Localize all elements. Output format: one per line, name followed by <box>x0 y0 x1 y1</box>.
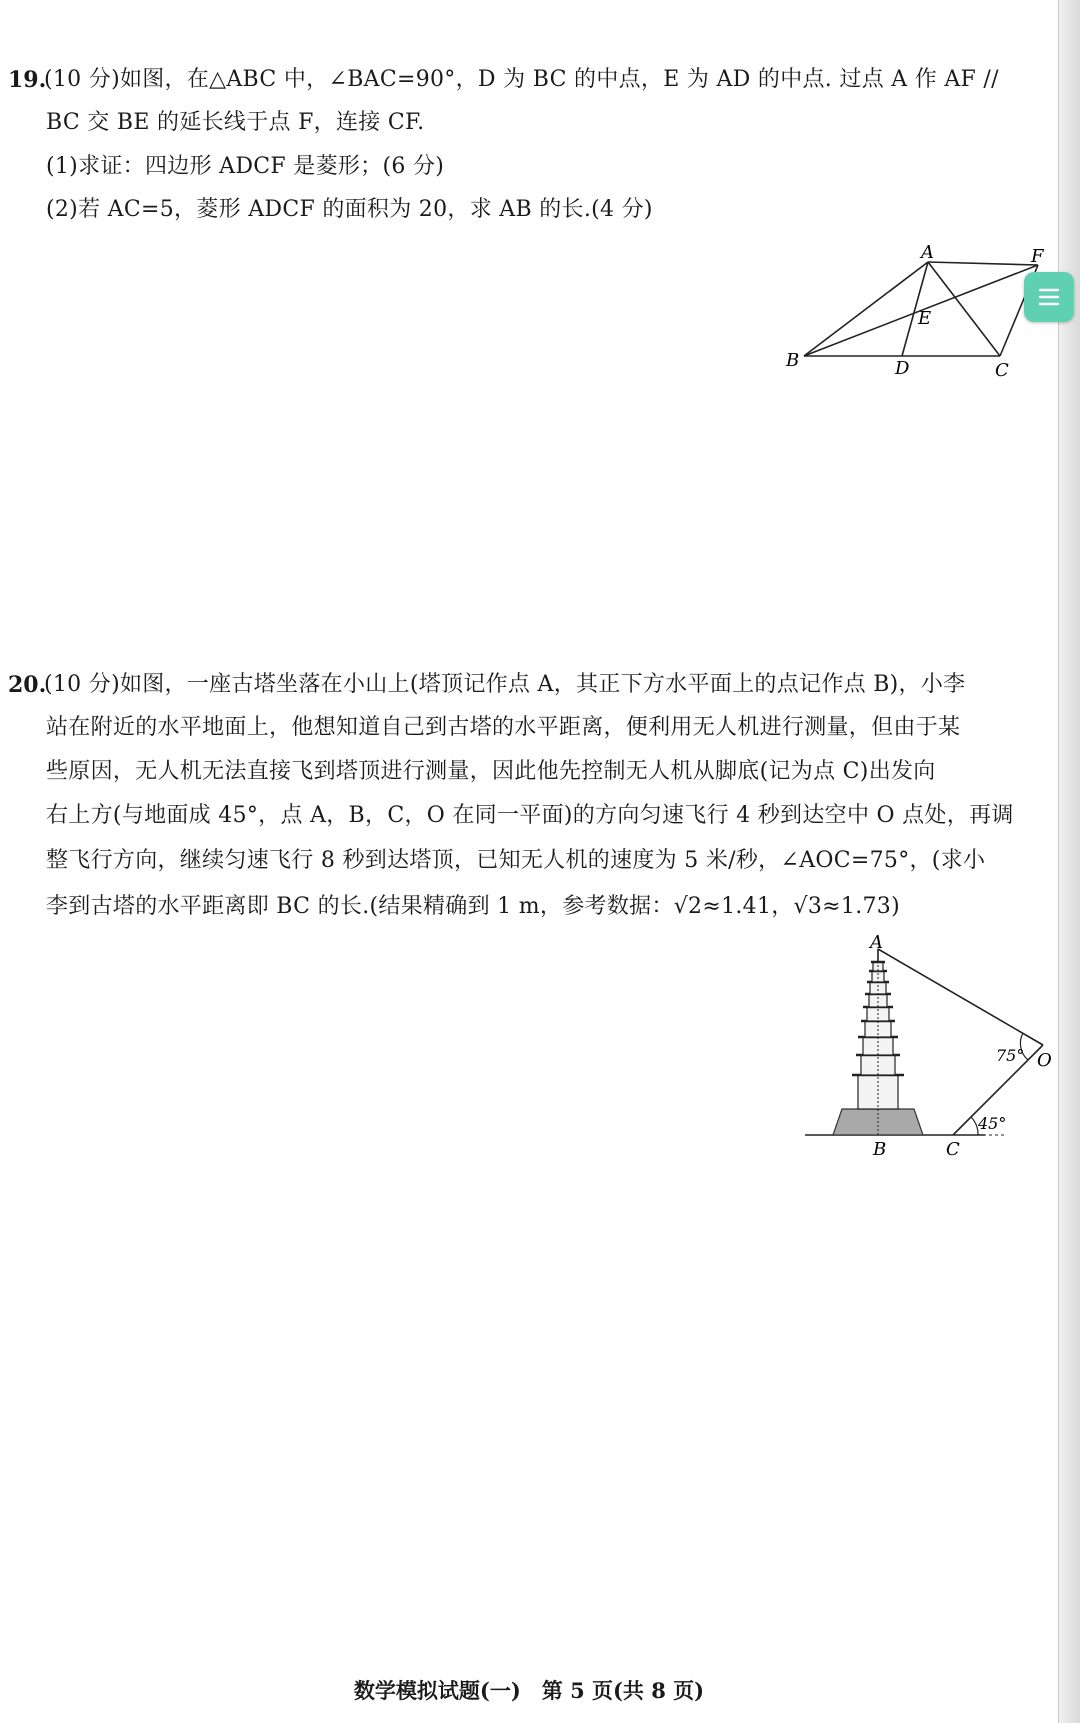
question-text-line: 站在附近的水平地面上，他想知道自己到古塔的水平距离，便利用无人机进行测量，但由于某 <box>46 715 961 740</box>
menu-icon <box>1036 286 1062 308</box>
question-text-line: 右上方(与地面成 45°，点 A，B，C，O 在同一平面)的方向匀速飞行 4 秒到达空中 O 点处，再调 <box>46 803 1014 828</box>
question-text-line: (10 分)如图，在△ABC 中，∠BAC=90°，D 为 BC 的中点，E 为 AD 的中点. 过点 A 作 AF // <box>44 67 999 92</box>
point-label-o: O <box>1037 1050 1052 1071</box>
rhombus-figure <box>780 240 1060 380</box>
question-sub-2: (2)若 AC=5，菱形 ADCF 的面积为 20，求 AB 的长.(4 分) <box>46 197 653 222</box>
question-text-line: 李到古塔的水平距离即 BC 的长.(结果精确到 1 m，参考数据：√2≈1.41，√3≈1.73) <box>46 894 900 919</box>
question-text-line: (10 分)如图，一座古塔坐落在小山上(塔顶记作点 A，其正下方水平面上的点记作点 B)，小李 <box>44 672 966 697</box>
segment-ao <box>878 949 1043 1045</box>
segment-ba <box>804 262 928 356</box>
point-label-b: B <box>873 1139 887 1160</box>
point-label-d: D <box>895 358 910 379</box>
question-number: 20. <box>8 672 47 698</box>
point-label-e: E <box>918 308 932 329</box>
floating-menu-button[interactable] <box>1024 272 1074 322</box>
page-edge <box>1058 0 1080 1723</box>
point-label-a: A <box>921 242 934 263</box>
question-number: 19. <box>8 67 47 93</box>
question-text-line: BC 交 BE 的延长线于点 F，连接 CF. <box>46 110 425 135</box>
point-label-c: C <box>946 1139 960 1160</box>
point-label-b: B <box>786 350 800 371</box>
pagoda-figure <box>805 935 1055 1160</box>
segment-af <box>928 262 1038 265</box>
page-footer: 数学模拟试题(一) 第 5 页(共 8 页) <box>353 1678 705 1703</box>
angle-arc-c <box>971 1117 978 1135</box>
segment-ac <box>928 262 1000 356</box>
angle-label-o: 75° <box>996 1046 1025 1065</box>
point-label-a: A <box>870 935 883 953</box>
question-sub-1: (1)求证：四边形 ADCF 是菱形；(6 分) <box>46 154 445 179</box>
question-text-line: 些原因，无人机无法直接飞到塔顶进行测量，因此他先控制无人机从脚底(记为点 C)出发向 <box>46 759 936 784</box>
point-label-f: F <box>1031 246 1044 267</box>
angle-label-c: 45° <box>978 1114 1007 1133</box>
point-label-c: C <box>995 360 1009 380</box>
question-text-line: 整飞行方向，继续匀速飞行 8 秒到达塔顶，已知无人机的速度为 5 米/秒，∠AOC=75°，(求小 <box>46 848 986 873</box>
